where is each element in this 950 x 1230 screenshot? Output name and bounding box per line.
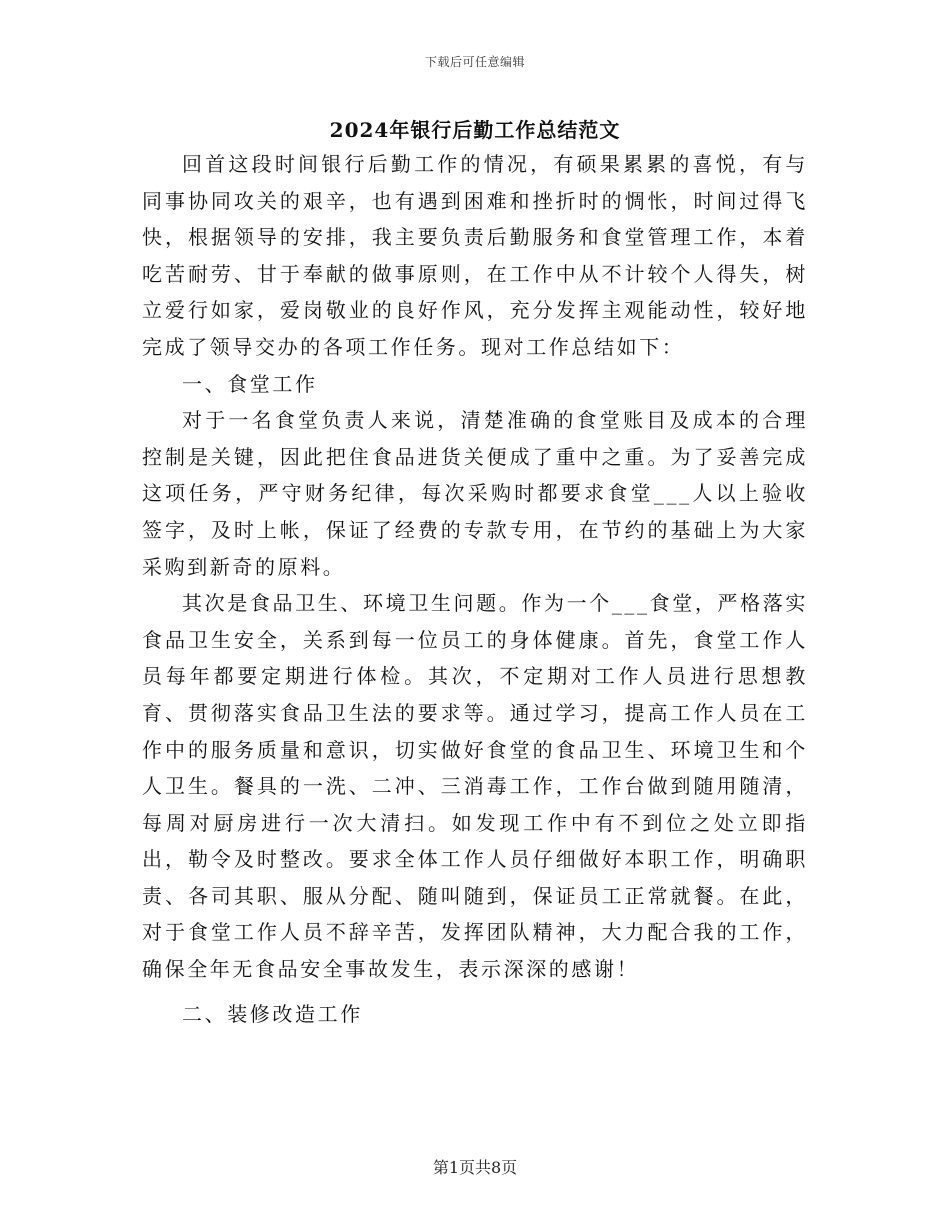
document-body — [142, 146, 808, 1032]
section-heading-canteen: 一、食堂工作 — [182, 371, 318, 396]
header-note: 下载后可任意编辑 — [424, 55, 525, 69]
page-footer: 第1页共8页 — [432, 1158, 518, 1177]
canteen-paragraph-1: 对于一名食堂负责人来说，清楚准确的食堂账目及成本的合理控制是关键，因此把住食品进货关便成了重中之重。为了妥善完成这项任务，严守财务纪律，每次采购时都要求食堂___人以上验收签字，及时上帐，保证了经费的专款专用，在节约的基础上为大家采购到新奇的原料。 — [142, 408, 808, 579]
canteen-paragraph-2: 其次是食品卫生、环境卫生问题。作为一个___食堂，严格落实食品卫生安全，关系到每一位员工的身体健康。首先，食堂工作人员每年都要定期进行体检。其次，不定期对工作人员进行思想教育、贯彻落实食品卫生法的要求等。通过学习，提高工作人员在工作中的服务质量和意识，切实做好食堂的食品卫生、环境卫生和个人卫生。餐具的一洗、二冲、三消毒工作，工作台做到随用随清，每周对厨房进行一次大清扫。如发现工作中有不到位之处立即指出，勒令及时整改。要求全体工作人员仔细做好本职工作，明确职责、各司其职、服从分配、随叫随到，保证员工正常就餐。在此，对于食堂工作人员不辞辛苦，发挥团队精神，大力配合我的工作，确保全年无食品安全事故发生，表示深深的感谢！ — [142, 591, 808, 982]
intro-paragraph: 回首这段时间银行后勤工作的情况，有硕果累累的喜悦，有与同事协同攻关的艰辛，也有遇到困难和挫折时的惆怅，时间过得飞快，根据领导的安排，我主要负责后勤服务和食堂管理工作，本着吃苦耐劳、甘于奉献的做事原则，在工作中从不计较个人得失，树立爱行如家，爱岗敬业的良好作风，充分发挥主观能动性，较好地完成了领导交办的各项工作任务。现对工作总结如下： — [142, 152, 808, 359]
paragraph-spacer — [142, 988, 808, 996]
document-title: 2024年银行后勤工作总结范文 — [329, 118, 621, 142]
section-heading-renovation: 二、装修改造工作 — [182, 1001, 363, 1026]
